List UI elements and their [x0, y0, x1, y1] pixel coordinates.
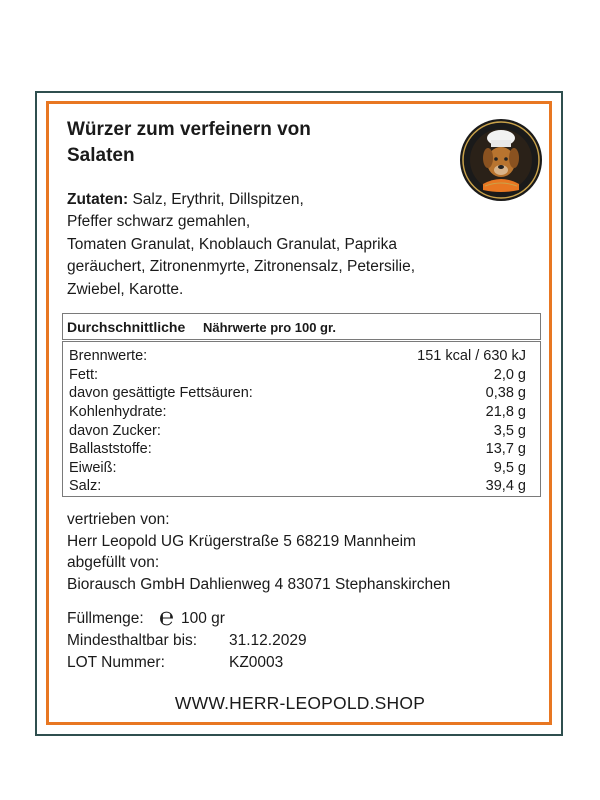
fill-quantity-label: Füllmenge: [67, 610, 144, 627]
ingredients-line-5: Zwiebel, Karotte. [67, 280, 184, 298]
nutrient-name: Ballaststoffe: [69, 441, 152, 457]
product-meta [67, 602, 467, 676]
nutrient-name: Salz: [69, 478, 102, 494]
nutrient-name: Kohlenhydrate: [69, 404, 167, 420]
nutrition-row [69, 460, 526, 478]
title-line-1: Würzer zum verfeinern von [67, 119, 311, 140]
best-before-label: Mindesthaltbar bis: [67, 632, 198, 649]
nutrient-value: 3,5 g [493, 423, 526, 439]
ingredients-line-3: Tomaten Granulat, Knoblauch Granulat, Paprika [67, 235, 397, 253]
nutrition-row [69, 404, 526, 422]
ingredients-line-4: geräuchert, Zitronenmyrte, Zitronensalz, Petersilie, [67, 258, 416, 276]
nutrient-value: 13,7 g [485, 441, 526, 457]
nutrition-row [69, 423, 526, 441]
title-line-2: Salaten [67, 145, 135, 166]
lot-number-row [67, 654, 467, 676]
best-before-row [67, 632, 467, 654]
ingredients-line-1 [67, 189, 487, 211]
nutrient-name: Eiweiß: [69, 460, 117, 476]
nutrient-value: 0,38 g [485, 385, 526, 401]
sold-by-address: Herr Leopold UG Krügerstraße 5 68219 Mannheim [67, 532, 416, 550]
ingredients-label: Zutaten: [67, 191, 129, 208]
estimated-sign-icon: ℮ [159, 602, 175, 631]
lot-number-value: KZ0003 [229, 654, 284, 671]
filled-by-address: Biorausch GmbH Dahlienweg 4 83071 Stephanskirchen [67, 575, 451, 593]
nutrition-heading-b: Nährwerte pro 100 gr. [203, 320, 336, 335]
nutrition-row [69, 367, 526, 385]
nutrition-row [69, 385, 526, 403]
distribution-block [67, 509, 527, 595]
nutrient-name: davon gesättigte Fettsäuren: [69, 385, 253, 401]
ingredients-block [67, 189, 487, 301]
fill-quantity-value: 100 gr [181, 610, 225, 627]
nutrient-value: 151 kcal / 630 kJ [417, 348, 526, 364]
nutrient-value: 2,0 g [493, 367, 526, 383]
nutrient-name: Brennwerte: [69, 348, 148, 364]
nutrition-heading-a: Durchschnittliche [67, 319, 186, 335]
nutrient-name: davon Zucker: [69, 423, 161, 439]
ingredients-line-2: Pfeffer schwarz gemahlen, [67, 213, 251, 231]
best-before-value: 31.12.2029 [229, 632, 307, 649]
nutrient-value: 9,5 g [493, 460, 526, 476]
sold-by-label: vertrieben von: [67, 511, 170, 528]
product-title [67, 117, 387, 169]
nutrient-value: 21,8 g [485, 404, 526, 420]
nutrition-row [69, 478, 526, 496]
nutrition-row [69, 348, 526, 366]
filled-by-label: abgefüllt von: [67, 554, 160, 571]
nutrient-value: 39,4 g [485, 478, 526, 494]
fill-quantity-row [67, 602, 467, 632]
nutrition-heading [62, 313, 541, 340]
nutrition-table [62, 341, 541, 497]
shop-url: WWW.HERR-LEOPOLD.SHOP [174, 693, 426, 713]
nutrition-row [69, 441, 526, 459]
ingredients-text: Salz, Erythrit, Dillspitzen, [128, 191, 304, 208]
lot-number-label: LOT Nummer: [67, 654, 165, 671]
nutrient-name: Fett: [69, 367, 99, 383]
